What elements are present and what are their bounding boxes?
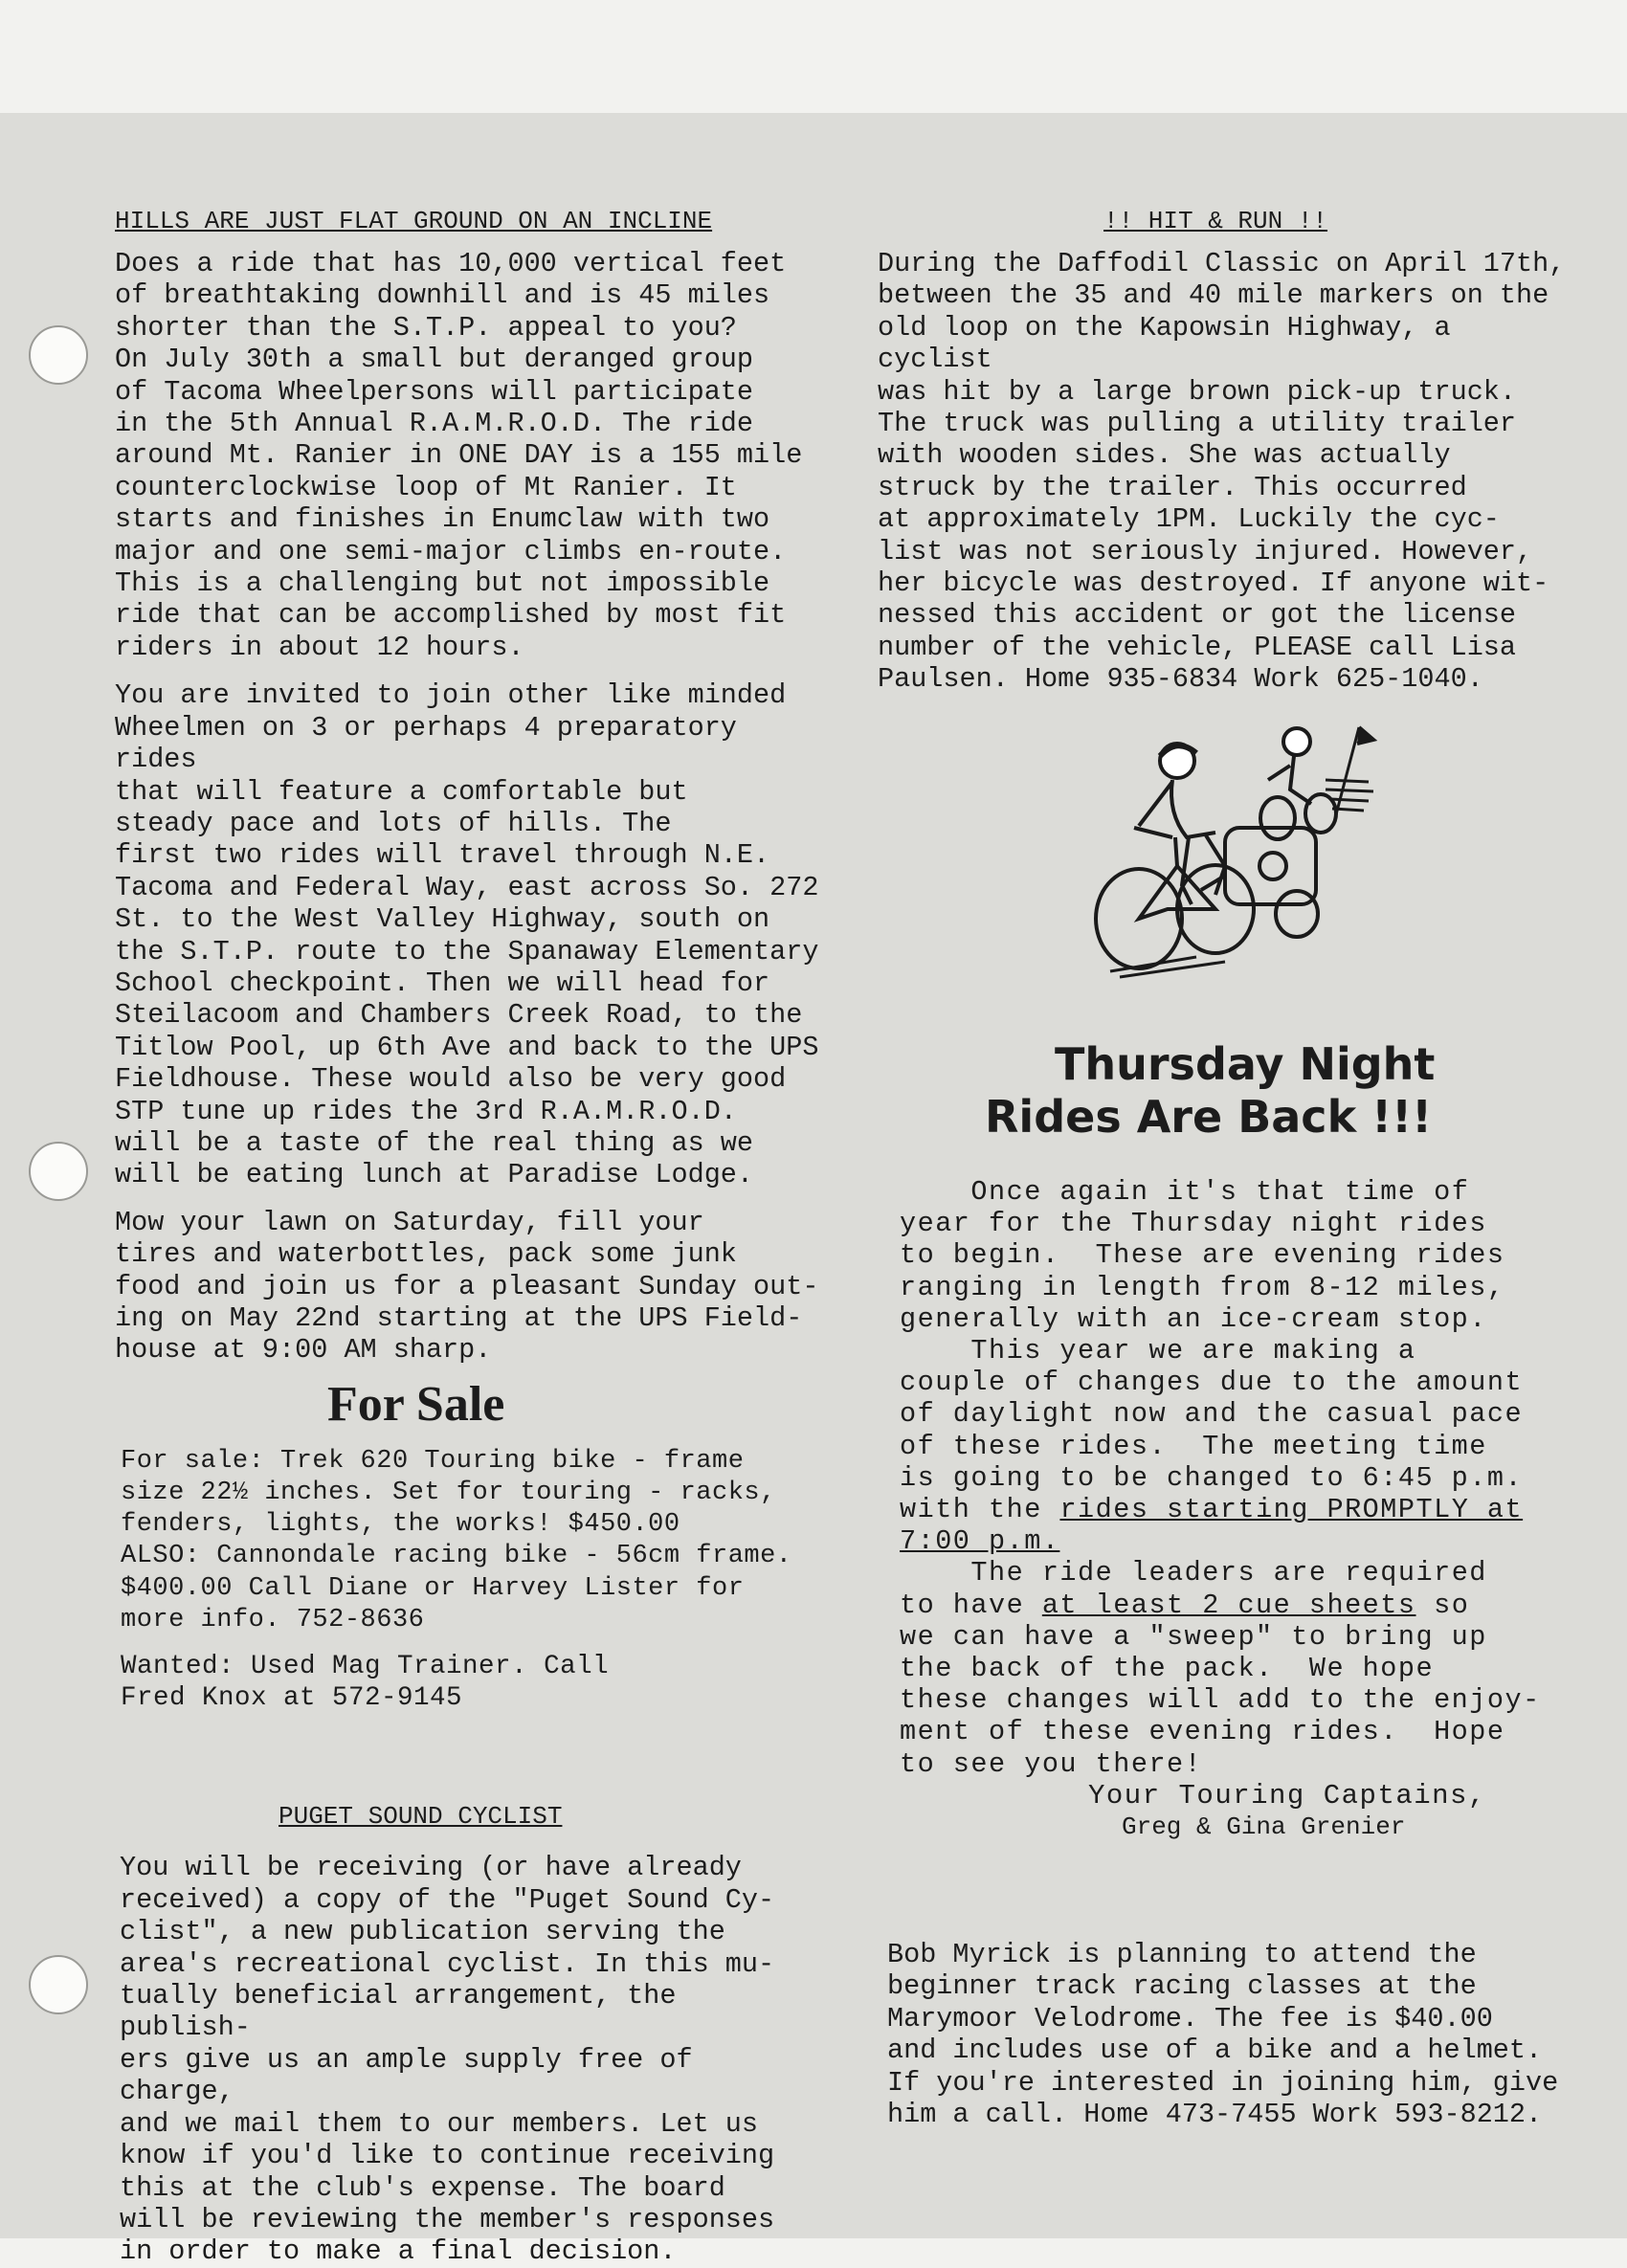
left-column bbox=[115, 207, 823, 2268]
thursday-text-1: Once again it's that time of year for the Thursday night rides to begin. These are evening rides ranging in length from 8-12 miles, generally with an ice-cream stop. This year we are making a couple of changes due to the amount of daylight now and the casual pace of these rides. The meeting time is going to be changed to 6:45 p.m. with the bbox=[900, 1176, 1524, 1526]
wanted-paragraph: Wanted: Used Mag Trainer. Call Fred Knox at 572-9145 bbox=[121, 1652, 610, 1714]
hills-paragraph-3: Mow your lawn on Saturday, fill your tires and waterbottles, pack some junk food and join us for a pleasant Sunday out- ing on May 22nd starting at the UPS Field- house at 9:00 AM sharp. bbox=[115, 1206, 819, 1367]
for-sale-paragraph: For sale: Trek 620 Touring bike - frame size 22½ inches. Set for touring - racks, fenders, lights, the works! $450.00 ALSO: Cannondale racing bike - 56cm frame. $400.00 Call Diane or Harvey Lister for more info. 752-8636 bbox=[121, 1446, 792, 1634]
hit-run-title: !! HIT & RUN !! bbox=[1103, 207, 1328, 235]
thursday-signoff: Your Touring Captains, bbox=[1088, 1779, 1486, 1812]
binder-hole-bottom bbox=[29, 1955, 88, 2014]
puget-sound-title: PUGET SOUND CYCLIST bbox=[279, 1802, 563, 1832]
puget-sound-paragraph: You will be receiving (or have already received) a copy of the "Puget Sound Cy- clist", a new publication serving the area's recreational cyclist. In this mu- tually beneficial arrangement, the publish- ers give us an ample supply free of charge, and we mail them to our members. Let us know if you'd like to continue receiving this at the club's expense. The board will be reviewing the member's responses in order to make a final decision. bbox=[120, 1852, 775, 2268]
hills-paragraph-1: Does a ride that has 10,000 vertical feet of breathtaking downhill and is 45 miles shorter than the S.T.P. appeal to you? On July 30th a small but deranged group of Tacoma Wheelpersons will participate in the 5th Annual R.A.M.R.O.D. The ride around Mt. Ranier in ONE DAY is a 155 mile counterclockwise loop of Mt Ranier. It starts and finishes in Enumclaw with two major and one semi-major climbs en-route. This is a challenging but not impossible ride that can be accomplished by most fit riders in about 12 hours. bbox=[115, 248, 803, 663]
myrick-paragraph: Bob Myrick is planning to attend the beginner track racing classes at the Marymoor Velodrome. The fee is $40.00 and includes use of a bike and a helmet. If you're interested in joining him, give him a call. Home 473-7455 Work 593-8212. bbox=[887, 1939, 1559, 2131]
thursday-underline-start-time: rides starting PROMPTLY at 7:00 p.m. bbox=[900, 1494, 1524, 1558]
hills-title: HILLS ARE JUST FLAT GROUND ON AN INCLINE bbox=[115, 207, 713, 235]
thursday-paragraph bbox=[900, 1176, 1567, 1780]
right-column bbox=[878, 207, 1567, 696]
thursday-text-3: so we can have a "sweep" to bring up the back of the pack. We hope these changes will add to the enjoy- ment of these evening rides. Hope to see you there! bbox=[900, 1589, 1541, 1780]
hit-run-paragraph: During the Daffodil Classic on April 17th, between the 35 and 40 mile markers on the old loop on the Kapowsin Highway, a cyclist was hit by a large brown pick-up truck. The truck was pulling a utility trailer with wooden sides. She was actually struck by the trailer. This occurred at approximately 1PM. Luckily the cyc- list was not seriously injured. However, her bicycle was destroyed. If anyone wit- nessed this accident or got the license number of the vehicle, PLEASE call Lisa Paulsen. Home 935-6834 Work 625-1040. bbox=[878, 248, 1566, 696]
cyclist-with-trailer-illustration bbox=[1081, 723, 1397, 981]
binder-hole-middle bbox=[29, 1142, 88, 1201]
for-sale-title: For Sale bbox=[327, 1376, 505, 1432]
thursday-captain-names: Greg & Gina Grenier bbox=[1122, 1812, 1406, 1842]
thursday-title-line-2: Rides Are Back !!! bbox=[985, 1091, 1433, 1143]
binder-hole-top bbox=[29, 325, 88, 385]
thursday-title-line-1: Thursday Night bbox=[1055, 1038, 1436, 1090]
thursday-text-2: The ride leaders are required to have bbox=[900, 1557, 1487, 1621]
hills-paragraph-2: You are invited to join other like minded Wheelmen on 3 or perhaps 4 preparatory rides that will feature a comfortable but steady pace and lots of hills. The first two rides will travel through N.E. Tacoma and Federal Way, east across So. 272 St. to the West Valley Highway, south on the S.T.P. route to the Spanaway Elementary School checkpoint. Then we will head for Steilacoom and Chambers Creek Road, to the Titlow Pool, up 6th Ave and back to the UPS Fieldhouse. These would also be very good STP tune up rides the 3rd R.A.M.R.O.D. will be a taste of the real thing as we will be eating lunch at Paradise Lodge. bbox=[115, 679, 819, 1191]
thursday-underline-cue-sheets: at least 2 cue sheets bbox=[1041, 1589, 1416, 1621]
myrick-section bbox=[887, 1939, 1576, 2130]
thursday-section bbox=[878, 1038, 1567, 1843]
